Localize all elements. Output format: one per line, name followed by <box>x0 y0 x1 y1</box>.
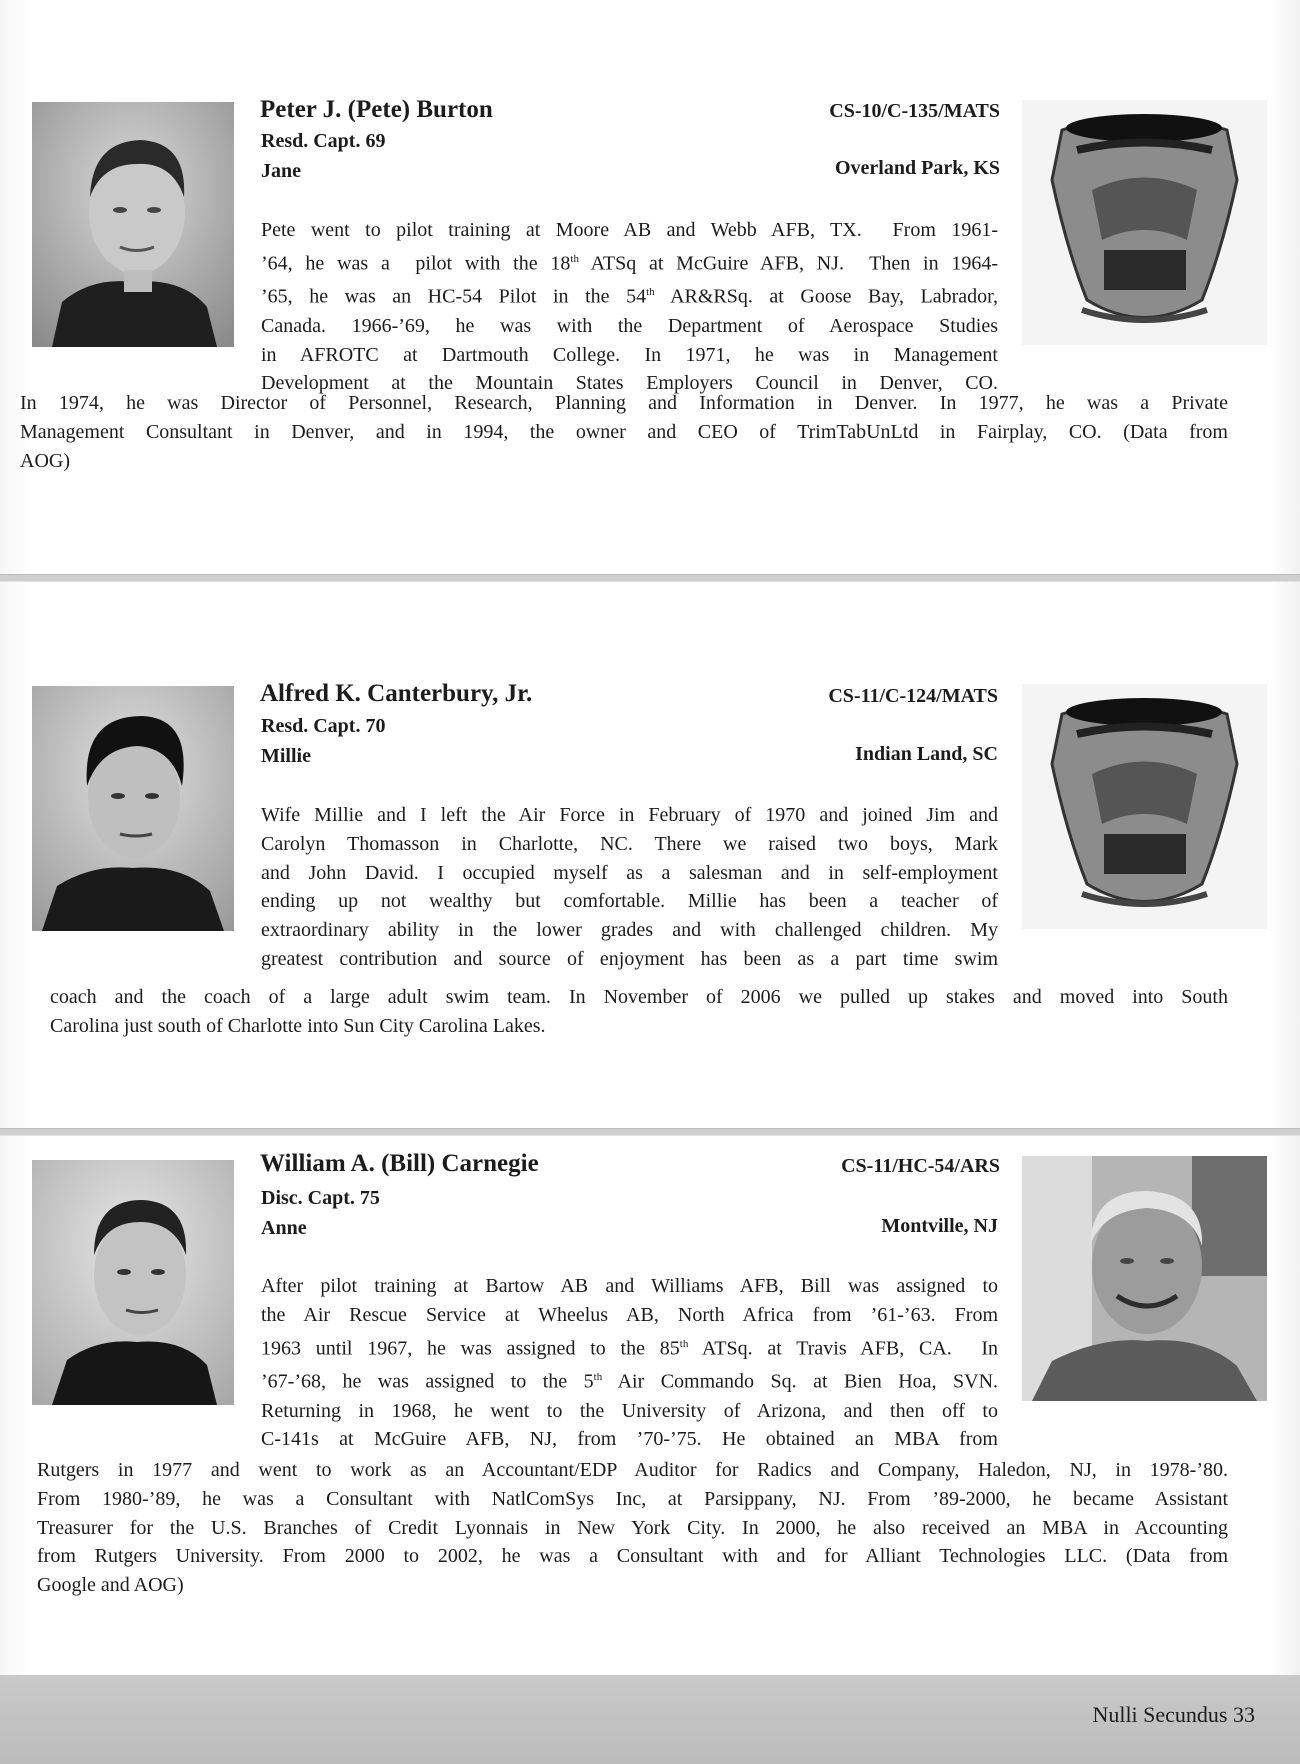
entry-bio <box>261 801 998 974</box>
entry-name: Peter J. (Pete) Burton <box>260 96 493 123</box>
entry-spouse: Millie <box>261 745 311 767</box>
entry-bio-wide <box>50 983 1228 1041</box>
bio-line: Management Consultant in Denver, and in 1994, the owner and CEO of TrimTabUnLtd in Fairplay, CO. (Data from <box>20 420 1228 443</box>
bio-line: Carolina just south of Charlotte into Sun City Carolina Lakes. <box>50 1014 546 1037</box>
cadet-portrait-carnegie <box>32 1160 234 1405</box>
bio-line: in AFROTC at Dartmouth College. In 1971, he was in Management <box>261 343 998 366</box>
bio-line: Rutgers in 1977 and went to work as an Accountant/EDP Auditor for Radics and Company, Haledon, NJ, in 1978-’80. <box>37 1459 1228 1481</box>
entry-bio-wide <box>20 389 1228 475</box>
bio-line: ’67-’68, he was assigned to the 5th Air Commando Sq. at Bien Hoa, SVN. <box>261 1370 999 1393</box>
bio-line: Pete went to pilot training at Moore AB and Webb AFB, TX. From 1961- <box>261 219 998 241</box>
bio-line: from Rutgers University. From 2000 to 2002, he was a Consultant with and for Alliant Technologies LLC. (Data from <box>37 1545 1228 1568</box>
bio-line: From 1980-’89, he was a Consultant with NatlComSys Inc, at Parsippany, NJ. From ’89-2000, he became Assistant <box>37 1487 1228 1510</box>
bio-line: extraordinary ability in the lower grades and with challenged children. My <box>261 919 998 942</box>
bio-line: Development at the Mountain States Employers Council in Denver, CO. <box>261 372 998 395</box>
entry-location: Montville, NJ <box>881 1215 998 1237</box>
class-ring-image <box>1022 684 1267 929</box>
bio-line: C-141s at McGuire AFB, NJ, from ’70-’75. He obtained an MBA from <box>261 1428 998 1451</box>
bio-line: Carolyn Thomasson in Charlotte, NC. There we raised two boys, Mark <box>261 832 998 855</box>
entry-bio <box>261 1272 998 1454</box>
entry-rank: Resd. Capt. 69 <box>261 130 386 152</box>
bio-line: Google and AOG) <box>37 1574 184 1597</box>
section-divider <box>0 574 1300 582</box>
entry-squadron: CS-11/HC-54/ARS <box>841 1155 1000 1177</box>
entry-location: Overland Park, KS <box>834 157 1000 179</box>
bio-line: greatest contribution and source of enjoyment has been as a part time swim <box>261 947 998 970</box>
section-divider <box>0 1128 1300 1136</box>
bio-line: coach and the coach of a large adult swim team. In November of 2006 we pulled up stakes and moved into South <box>50 986 1228 1008</box>
bio-line: 1963 until 1967, he was assigned to the 85th ATSq. at Travis AFB, CA. In <box>261 1337 998 1360</box>
bio-line: ’64, he was a pilot with the 18th ATSq at McGuire AFB, NJ. Then in 1964- <box>261 252 998 275</box>
entry-bio-wide <box>37 1456 1228 1600</box>
bio-line: AOG) <box>20 449 70 472</box>
class-ring-image <box>1022 100 1267 345</box>
page-footer: Nulli Secundus 33 <box>1092 1702 1255 1727</box>
bio-line: Returning in 1968, he went to the University of Arizona, and then off to <box>261 1399 998 1422</box>
cadet-portrait-burton <box>32 102 234 347</box>
entry-spouse: Anne <box>261 1217 307 1239</box>
bio-line: the Air Rescue Service at Wheelus AB, North Africa from ’61-’63. From <box>261 1303 998 1326</box>
bio-line: Wife Millie and I left the Air Force in February of 1970 and joined Jim and <box>261 804 998 826</box>
bio-line: In 1974, he was Director of Personnel, Research, Planning and Information in Denver. In 1977, he was a Private <box>20 392 1228 414</box>
bio-line: ’65, he was an HC-54 Pilot in the 54th AR&RSq. at Goose Bay, Labrador, <box>261 285 998 308</box>
bio-line: Canada. 1966-’69, he was with the Department of Aerospace Studies <box>261 314 998 337</box>
entry-rank: Disc. Capt. 75 <box>261 1187 380 1209</box>
entry-name: William A. (Bill) Carnegie <box>260 1150 539 1177</box>
entry-spouse: Jane <box>261 160 301 182</box>
bio-line: and John David. I occupied myself as a salesman and in self-employment <box>261 861 998 884</box>
bio-line: Treasurer for the U.S. Branches of Credit Lyonnais in New York City. In 2000, he also received an MBA in Accounting <box>37 1516 1228 1539</box>
entry-rank: Resd. Capt. 70 <box>261 715 386 737</box>
entry-squadron: CS-10/C-135/MATS <box>829 100 1000 122</box>
cadet-portrait-canterbury <box>32 686 234 931</box>
entry-bio <box>261 216 998 398</box>
recent-portrait-carnegie <box>1022 1156 1267 1401</box>
bio-line: ending up not wealthy but comfortable. Millie has been a teacher of <box>261 890 998 913</box>
entry-location: Indian Land, SC <box>855 743 998 765</box>
entry-name: Alfred K. Canterbury, Jr. <box>260 680 533 707</box>
bio-line: After pilot training at Bartow AB and Williams AFB, Bill was assigned to <box>261 1275 998 1297</box>
entry-squadron: CS-11/C-124/MATS <box>828 685 998 707</box>
